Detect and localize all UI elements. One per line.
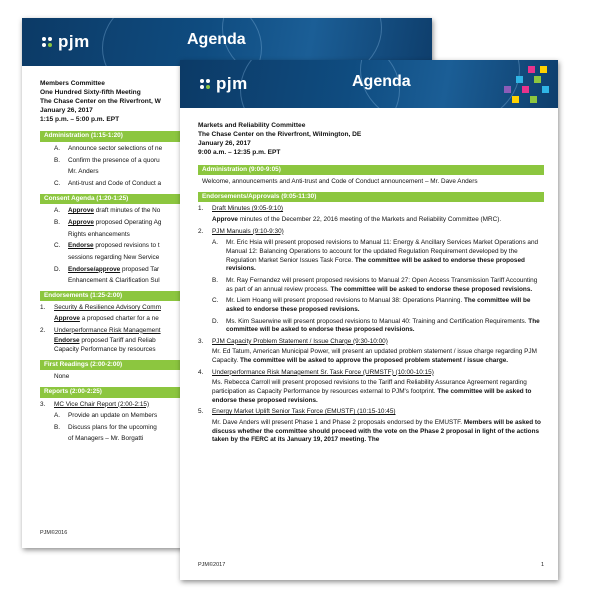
meeting-date: January 26, 2017 <box>198 139 251 147</box>
page-title: Agenda <box>187 31 246 48</box>
color-squares-icon <box>498 64 552 104</box>
section-administration: Administration (9:00-9:05) <box>198 165 544 176</box>
front-banner <box>180 60 558 108</box>
agenda-item: 5. Energy Market Uplift Senior Task Force (EMUSTF) (10:15-10:45) <box>198 408 396 416</box>
list-item: C. Anti-trust and Code of Conduct a <box>54 180 162 188</box>
agenda-paragraph: Approve minutes of the December 22, 2016 meeting of the Markets and Reliability Committee (MRC). <box>212 216 502 224</box>
list-item: sessions regarding New Service <box>68 253 160 261</box>
pjm-logo-icon <box>40 35 54 49</box>
list-item: Rights enhancements <box>68 230 130 238</box>
page-footer: PJM©2016 <box>40 530 68 536</box>
banner-swirl-decoration <box>222 18 382 66</box>
agenda-item: 1. Draft Minutes (9:05-9:10) <box>198 205 284 213</box>
page-footer: PJM©2017 <box>198 562 226 568</box>
section-endorsements-approvals: Endorsements/Approvals (9:05-11:30) <box>198 192 544 203</box>
pjm-logo-icon <box>198 77 212 91</box>
page-number: 1 <box>540 562 544 568</box>
list-item: Enhancement & Clarification Sul <box>68 277 160 285</box>
list-item: C. Endorse proposed revisions to t <box>54 242 160 250</box>
back-banner <box>22 18 432 66</box>
section-endorsements: Endorsements (1:25-2:00) <box>40 291 418 302</box>
list-item: B. Mr. Ray Fernandez will present proposed revisions to Manual 27: Open Access Transmission Tariff Accounting as part of an annual review process. The committee will be asked to endorse these proposed revisions. <box>212 276 538 293</box>
section-administration: Administration (1:15-1:20) <box>40 131 418 142</box>
agenda-paragraph: Mr. Ed Tatum, American Municipal Power, will present an updated problem statement / issue charge regarding PJM Capacity. The committee will be asked to approve the proposed problem statement / issue charge. <box>212 348 537 365</box>
pjm-logo <box>40 32 90 52</box>
section-first-readings: First Readings (2:00-2:00) <box>40 360 418 371</box>
list-item: C. Mr. Liem Hoang will present proposed revisions to Manual 38: Operations Planning. The committee will be asked to endorse these proposed revisions. <box>212 297 531 313</box>
agenda-item: 2. Underperformance Risk Management <box>40 326 161 334</box>
meeting-time: 1:15 p.m. – 5:00 p.m. EPT <box>40 115 120 123</box>
list-item: D. Ms. Kim Sauerwine will present proposed revisions to Manual 40: Training and Certification Requirements. The committee will be asked to endorse these proposed revisions. <box>212 317 540 334</box>
meeting-location: The Chase Center on the Riverfront, W <box>40 97 161 105</box>
agenda-paragraph: Ms. Rebecca Carroll will present proposed revisions to the Tariff and Reliability Assurance Agreement regarding participation as Capacity Performance by resources external to PJM's footprint. The committee will be asked to endorse these proposed revisions. <box>212 379 532 404</box>
meeting-number: One Hundred Sixty-fifth Meeting <box>40 88 141 96</box>
list-item: A. Approve draft minutes of the No <box>54 207 161 215</box>
agenda-paragraph: Approve a proposed charter for a ne <box>54 315 159 323</box>
logo-text: pjm <box>216 74 248 93</box>
front-agenda-page <box>180 60 558 580</box>
meeting-location: The Chase Center on the Riverfront, Wilmington, DE <box>198 130 362 138</box>
agenda-paragraph: Welcome, announcements and Anti-trust and Code of Conduct announcement – Mr. Dave Anders <box>202 178 478 186</box>
list-item: of Managers – Mr. Borgatti <box>68 435 144 443</box>
list-item: D. Endorse/approve proposed Tar <box>54 265 160 273</box>
agenda-item: 2. PJM Manuals (9:10-9:30) <box>198 227 284 235</box>
agenda-paragraph: None <box>54 373 70 381</box>
list-item: A. Announce sector selections of ne <box>54 145 163 153</box>
meeting-name: Markets and Reliability Committee <box>198 122 306 129</box>
meeting-info <box>198 122 544 158</box>
list-item: Mr. Anders <box>68 168 99 176</box>
meeting-name: Members Committee <box>40 80 105 87</box>
section-reports: Reports (2:00-2:25) <box>40 387 418 398</box>
section-consent-agenda: Consent Agenda (1:20-1:25) <box>40 194 418 205</box>
list-item: A. Mr. Eric Hsia will present proposed revisions to Manual 11: Energy & Ancillary Services Market Operations and Manual 12: Balancing Operations to account for the updated Regulation Requirement developed by the Regulation Market Senior Issues Task Force. The committee will be asked to endorse these proposed revisions. <box>212 239 539 273</box>
page-title: Agenda <box>352 73 411 90</box>
agenda-item: 3. PJM Capacity Problem Statement / Issue Charge (9:30-10:00) <box>198 337 388 345</box>
meeting-date: January 26, 2017 <box>40 106 93 114</box>
list-item: A. Provide an update on Members <box>54 412 158 420</box>
agenda-item: 1. Security & Resilience Advisory Comm <box>40 304 161 312</box>
agenda-item: 4. Underperformance Risk Management Sr. Task Force (URMSTF) (10:00-10:15) <box>198 368 434 376</box>
pjm-logo <box>198 74 248 94</box>
agenda-paragraph: Endorse proposed Tariff and Reliab Capacity Performance by resources <box>54 337 156 353</box>
list-item: B. Approve proposed Operating Ag <box>54 218 162 226</box>
list-item: B. Confirm the presence of a quoru <box>54 156 160 164</box>
list-item: B. Discuss plans for the upcoming <box>54 423 157 431</box>
meeting-time: 9:00 a.m. – 12:35 p.m. EPT <box>198 148 281 156</box>
agenda-paragraph: Mr. Dave Anders will present Phase 1 and Phase 2 proposals endorsed by the EMUSTF. Members will be asked to discuss whether the committee should proceed with the vote on the Phase 2 proposal in light of the actions taken by the FERC at its January 19, 2017 meeting. The <box>212 418 541 444</box>
agenda-item: 3. MC Vice Chair Report (2:00-2:15) <box>40 400 150 408</box>
logo-text: pjm <box>58 32 90 51</box>
